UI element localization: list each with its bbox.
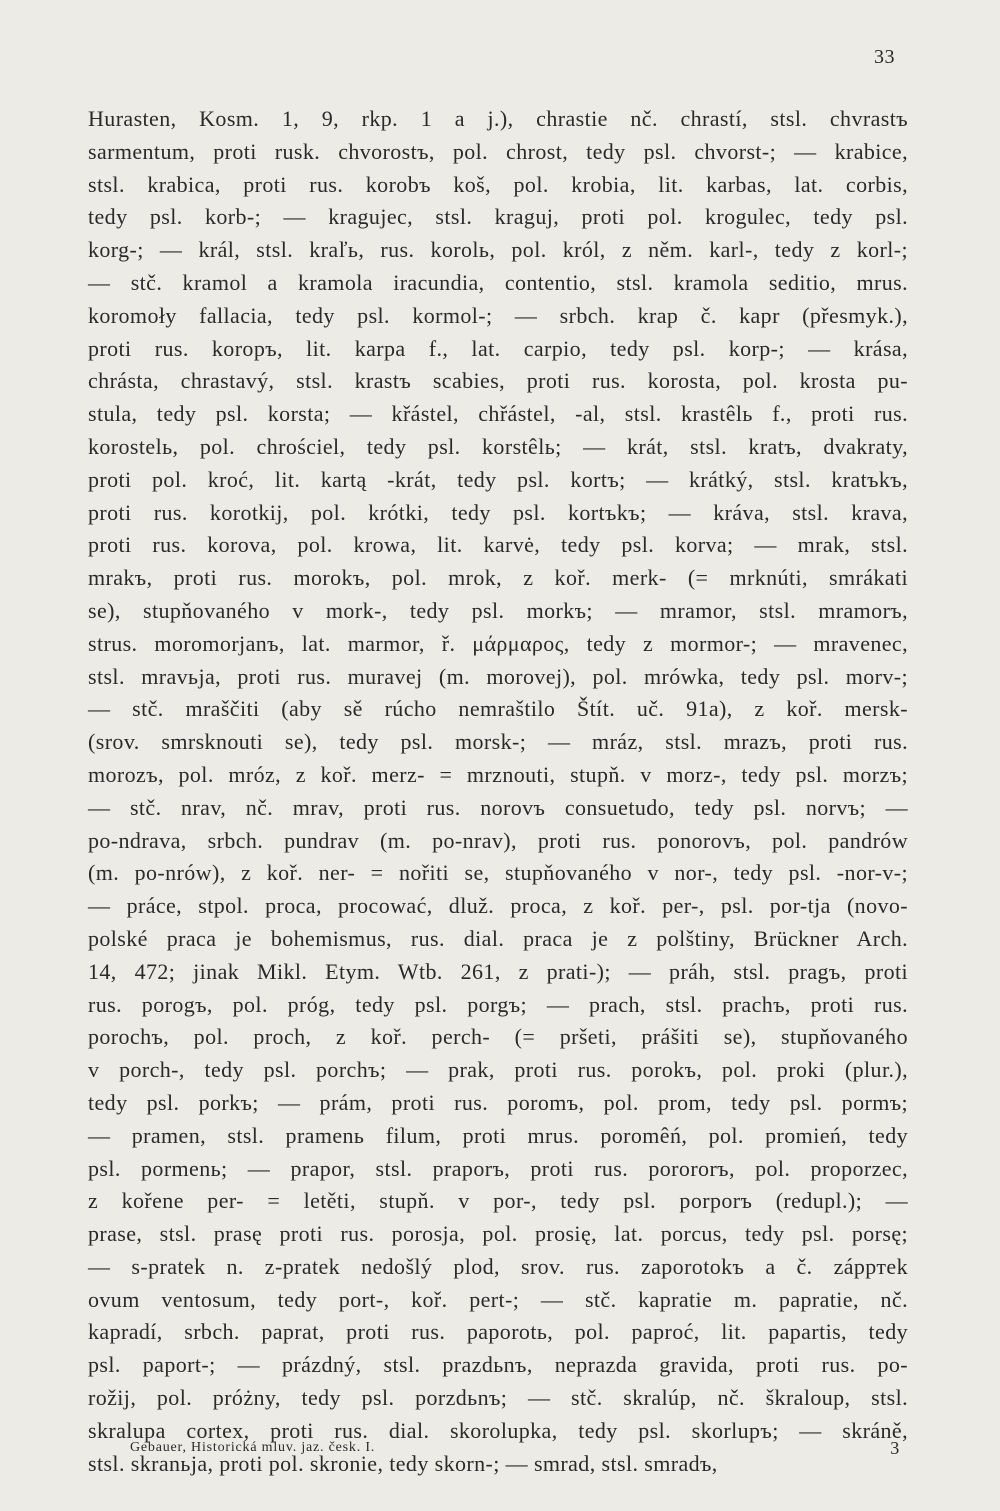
text-line: proti rus. korova, pol. krowa, lit. karvė, tedy psl. korva; — mrak, stsl. bbox=[88, 532, 908, 558]
text-line: — stč. mraščiti (aby sě rúcho nemraštilo Štít. uč. 91a), z koř. mersk- bbox=[88, 696, 908, 722]
text-line: — stč. nrav, nč. mrav, proti rus. norovъ consuetudo, tedy psl. norvъ; — bbox=[88, 794, 908, 820]
text-line: psl. pormenь; — prapor, stsl. praporъ, proti rus. porororъ, pol. proporzec, bbox=[88, 1155, 908, 1181]
text-line: koromoły fallacia, tedy psl. kormol-; — srbch. krap č. kapr (přesmyk.), bbox=[88, 302, 908, 328]
text-line: (m. po-nrów), z koř. ner- = nořiti se, stupňovaného v nor-, tedy psl. -nor-v-; bbox=[88, 860, 908, 886]
text-line: (srov. smrsknouti se), tedy psl. morsk-; — mráz, stsl. mrazъ, proti rus. bbox=[88, 729, 908, 755]
text-line: korg-; — král, stsl. kraľь, rus. korolь, pol. król, z něm. karl-, tedy z korl-; bbox=[88, 237, 908, 263]
text-line: ovum ventosum, tedy port-, koř. pert-; — stč. kapratie m. papratie, nč. bbox=[88, 1286, 908, 1312]
text-line: porochъ, pol. proch, z koř. perch- (= pršeti, prášiti se), stupňovaného bbox=[88, 1024, 908, 1050]
text-line: kapradí, srbch. paprat, proti rus. paporotь, pol. paproć, lit. papartis, tedy bbox=[88, 1319, 908, 1345]
text-line: psl. paport-; — prázdný, stsl. prazdьnъ, neprazda gravida, proti rus. po- bbox=[88, 1352, 908, 1378]
text-line: z kořene per- = letěti, stupň. v por-, tedy psl. porporъ (redupl.); — bbox=[88, 1188, 908, 1214]
page-number: 33 bbox=[874, 46, 895, 68]
text-line: stula, tedy psl. korsta; — křástel, chřástel, -al, stsl. krastêlь f., proti rus. bbox=[88, 401, 908, 427]
text-line: chrásta, chrastavý, stsl. krastъ scabies, proti rus. korosta, pol. krosta pu- bbox=[88, 368, 908, 394]
text-line: stsl. mravьja, proti rus. muravej (m. morovej), pol. mrówka, tedy psl. morv-; bbox=[88, 663, 908, 689]
text-line: — pramen, stsl. pramenь filum, proti mrus. poromêń, pol. promień, tedy bbox=[88, 1122, 908, 1148]
text-line: proti pol. kroć, lit. kartą -krát, tedy psl. kortъ; — krátký, stsl. kratъkъ, bbox=[88, 466, 908, 492]
footer-signature: 3 bbox=[890, 1438, 900, 1458]
text-line: morozъ, pol. mróz, z koř. merz- = mrznouti, stupň. v morz-, tedy psl. morzъ; bbox=[88, 761, 908, 787]
text-line: po-ndrava, srbch. pundrav (m. po-nrav), proti rus. ponorovъ, pol. pandrów bbox=[88, 827, 908, 853]
text-line: mrakъ, proti rus. morokъ, pol. mrok, z koř. merk- (= mrknúti, smrákati bbox=[88, 565, 908, 591]
text-line: tedy psl. korb-; — kragujec, stsl. kraguj, proti pol. krogulec, tedy psl. bbox=[88, 204, 908, 230]
text-line: proti rus. korotkij, pol. krótki, tedy psl. kortъkъ; — kráva, stsl. krava, bbox=[88, 499, 908, 525]
text-line: v porch-, tedy psl. porchъ; — prak, proti rus. porokъ, pol. proki (plur.), bbox=[88, 1057, 908, 1083]
text-line: se), stupňovaného v mork-, tedy psl. morkъ; — mramor, stsl. mramorъ, bbox=[88, 597, 908, 623]
text-line: sarmentum, proti rusk. chvorostъ, pol. chrost, tedy psl. chvorst-; — krabice, bbox=[88, 138, 908, 164]
text-line: strus. moromorjanъ, lat. marmor, ř. μάρμαρος, tedy z mormor-; — mravenec, bbox=[88, 630, 908, 656]
text-line: — stč. kramol a kramola iracundia, contentio, stsl. kramola seditio, mrus. bbox=[88, 269, 908, 295]
text-line: stsl. skranьja, proti pol. skronie, tedy skorn-; — smrad, stsl. smradъ, bbox=[88, 1450, 718, 1476]
text-line: Hurasten, Kosm. 1, 9, rkp. 1 a j.), chrastie nč. chrastí, stsl. chvrastъ bbox=[88, 106, 908, 131]
text-line: skralupa cortex, proti rus. dial. skorolupka, tedy psl. skorlupъ; — skráně, bbox=[88, 1417, 908, 1443]
text-line: — práce, stpol. proca, procować, dluž. proca, z koř. per-, psl. por-tja (novo- bbox=[88, 893, 908, 919]
text-line: stsl. krabica, proti rus. korobъ koš, pol. krobia, lit. karbas, lat. corbis, bbox=[88, 171, 908, 197]
body-text bbox=[88, 103, 908, 1480]
text-line: rožij, pol. próżny, tedy psl. porzdьnъ; — stč. skralúp, nč. škraloup, stsl. bbox=[88, 1385, 908, 1411]
text-line: prase, stsl. prasę proti rus. porosja, pol. prosię, lat. porcus, tedy psl. porsę; bbox=[88, 1221, 908, 1247]
text-line: korostelь, pol. chrościel, tedy psl. korstêlь; — krát, stsl. kratъ, dvakraty, bbox=[88, 433, 908, 459]
text-line: polské praca je bohemismus, rus. dial. praca je z polštiny, Brückner Arch. bbox=[88, 925, 908, 951]
text-line: rus. porogъ, pol. próg, tedy psl. porgъ; — prach, stsl. prachъ, proti rus. bbox=[88, 991, 908, 1017]
text-line: proti rus. koropъ, lit. karpa f., lat. carpio, tedy psl. korp-; — krása, bbox=[88, 335, 908, 361]
text-line: 14, 472; jinak Mikl. Etym. Wtb. 261, z prati-); — práh, stsl. pragъ, proti bbox=[88, 958, 908, 984]
footer-citation: Gebauer, Historická mluv. jaz. česk. I. bbox=[130, 1440, 376, 1455]
text-line: — s-pratek n. z-pratek nedošlý plod, srov. rus. zaporotokъ a č. zápртek bbox=[88, 1253, 908, 1279]
text-line: tedy psl. porkъ; — prám, proti rus. poromъ, pol. prom, tedy psl. pormъ; bbox=[88, 1089, 908, 1115]
